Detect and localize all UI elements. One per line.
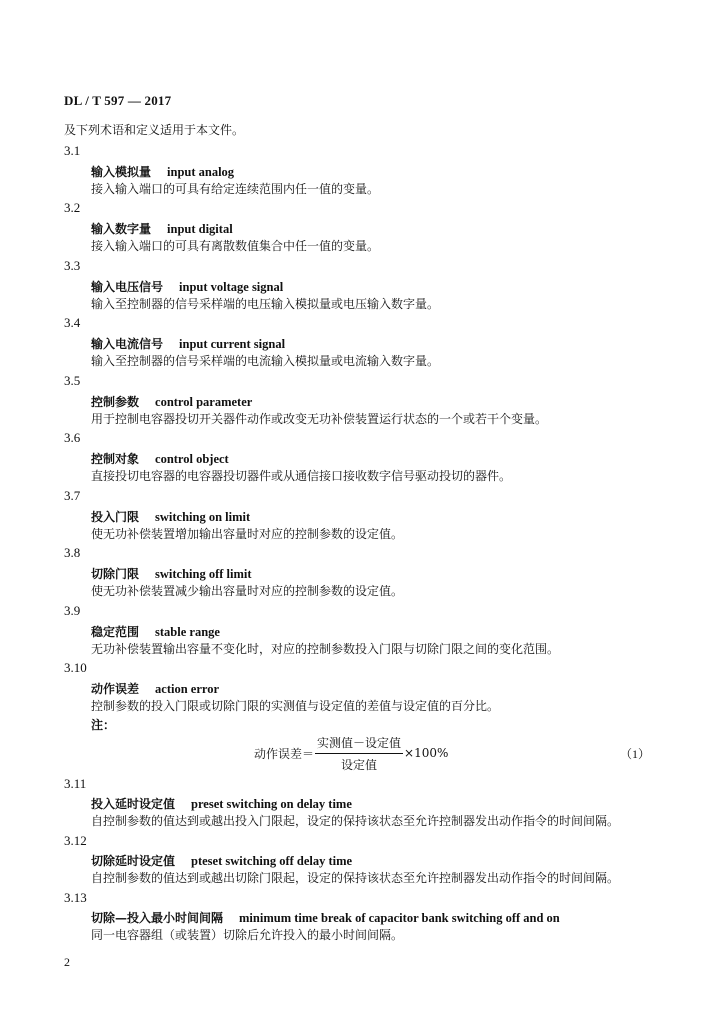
- term-title: [91, 565, 252, 582]
- term-zh: 投入延时设定值: [91, 797, 176, 811]
- note-label: 注：: [91, 718, 116, 732]
- term-number: 3.4: [64, 315, 81, 330]
- term-definition: 直接投切电容器的电容器投切器件或从通信接口接收数字信号驱动投切的器件。: [91, 469, 512, 483]
- term-zh: 切除延时设定值: [91, 854, 176, 868]
- term-zh: 稳定范围: [91, 625, 140, 639]
- term-number: 3.10: [64, 660, 87, 675]
- term-en: preset switching on delay time: [191, 797, 352, 811]
- term-number: 3.2: [64, 200, 81, 215]
- term-title: [91, 278, 283, 295]
- term-zh: 控制对象: [91, 452, 140, 466]
- term-definition: 用于控制电容器投切开关器件动作或改变无功补偿装置运行状态的一个或若干个变量。: [91, 412, 548, 426]
- term-en: control object: [155, 452, 229, 466]
- term-number: 3.8: [64, 545, 81, 560]
- term-title: [91, 909, 560, 926]
- term-number: 3.5: [64, 373, 81, 388]
- term-zh: 投入门限: [91, 510, 140, 524]
- term-en: pteset switching off delay time: [191, 854, 353, 868]
- term-title: [91, 220, 233, 237]
- term-zh: 切除门限: [91, 567, 140, 581]
- formula-lhs: 动作误差＝: [254, 746, 315, 761]
- term-number: 3.1: [64, 143, 81, 158]
- term-title: [91, 450, 229, 467]
- term-en: input current signal: [179, 337, 286, 351]
- formula: [254, 735, 448, 771]
- term-number: 3.9: [64, 603, 81, 618]
- term-number: 3.11: [64, 776, 87, 791]
- term-definition: 自控制参数的值达到或越出切除门限起，设定的保持该状态至允许控制器发出动作指令的时间间隔。: [91, 871, 620, 885]
- term-title: [91, 508, 250, 525]
- equation-number: （1）: [620, 747, 651, 761]
- term-definition: 使无功补偿装置增加输出容量时对应的控制参数的设定值。: [91, 527, 404, 541]
- term-definition: 使无功补偿装置减少输出容量时对应的控制参数的设定值。: [91, 584, 404, 598]
- intro-text: 及下列术语和定义适用于本文件。: [64, 123, 245, 137]
- term-number: 3.3: [64, 258, 81, 273]
- term-definition: 控制参数的投入门限或切除门限的实测值与设定值的差值与设定值的百分比。: [91, 699, 500, 713]
- term-zh: 输入电压信号: [91, 280, 164, 294]
- term-definition: 接入输入端口的可具有给定连续范围内任一值的变量。: [91, 182, 380, 196]
- term-en: switching on limit: [155, 510, 251, 524]
- term-en: control parameter: [155, 395, 253, 409]
- term-number: 3.6: [64, 430, 81, 445]
- term-en: input analog: [167, 165, 235, 179]
- term-zh: 切除—投入最小时间间隔: [91, 911, 224, 925]
- term-en: stable range: [155, 625, 220, 639]
- term-number: 3.7: [64, 488, 81, 503]
- term-definition: 输入至控制器的信号采样端的电压输入模拟量或电压输入数字量。: [91, 297, 440, 311]
- term-definition: 输入至控制器的信号采样端的电流输入模拟量或电流输入数字量。: [91, 354, 440, 368]
- term-number: 3.13: [64, 890, 87, 905]
- term-title: [91, 852, 352, 869]
- standard-header: DL / T 597 — 2017: [64, 93, 172, 108]
- term-zh: 输入电流信号: [91, 337, 164, 351]
- term-zh: 动作误差: [91, 682, 140, 696]
- formula-numerator: 实测值－设定值: [315, 734, 403, 754]
- term-zh: 控制参数: [91, 395, 140, 409]
- term-title: [91, 680, 219, 697]
- term-en: input digital: [167, 222, 233, 236]
- term-en: action error: [155, 682, 219, 696]
- term-en: switching off limit: [155, 567, 252, 581]
- term-title: [91, 623, 220, 640]
- term-definition: 无功补偿装置输出容量不变化时，对应的控制参数投入门限与切除门限之间的变化范围。: [91, 642, 560, 656]
- term-title: [91, 795, 352, 812]
- term-definition: 自控制参数的值达到或越出投入门限起，设定的保持该状态至允许控制器发出动作指令的时间间隔。: [91, 814, 620, 828]
- term-en: input voltage signal: [179, 280, 284, 294]
- term-zh: 输入模拟量: [91, 165, 152, 179]
- term-zh: 输入数字量: [91, 222, 152, 236]
- formula-suffix: ×100%: [404, 746, 449, 760]
- term-definition: 同一电容器组（或装置）切除后允许投入的最小时间间隔。: [91, 928, 404, 942]
- formula-denominator: 设定值: [341, 757, 378, 772]
- term-number: 3.12: [64, 833, 87, 848]
- term-title: [91, 393, 252, 410]
- formula-fraction: [315, 734, 403, 773]
- term-definition: 接入输入端口的可具有离散数值集合中任一值的变量。: [91, 239, 380, 253]
- term-en: minimum time break of capacitor bank switching off and on: [239, 911, 560, 925]
- term-title: [91, 163, 234, 180]
- page-number: 2: [64, 955, 70, 969]
- term-title: [91, 335, 285, 352]
